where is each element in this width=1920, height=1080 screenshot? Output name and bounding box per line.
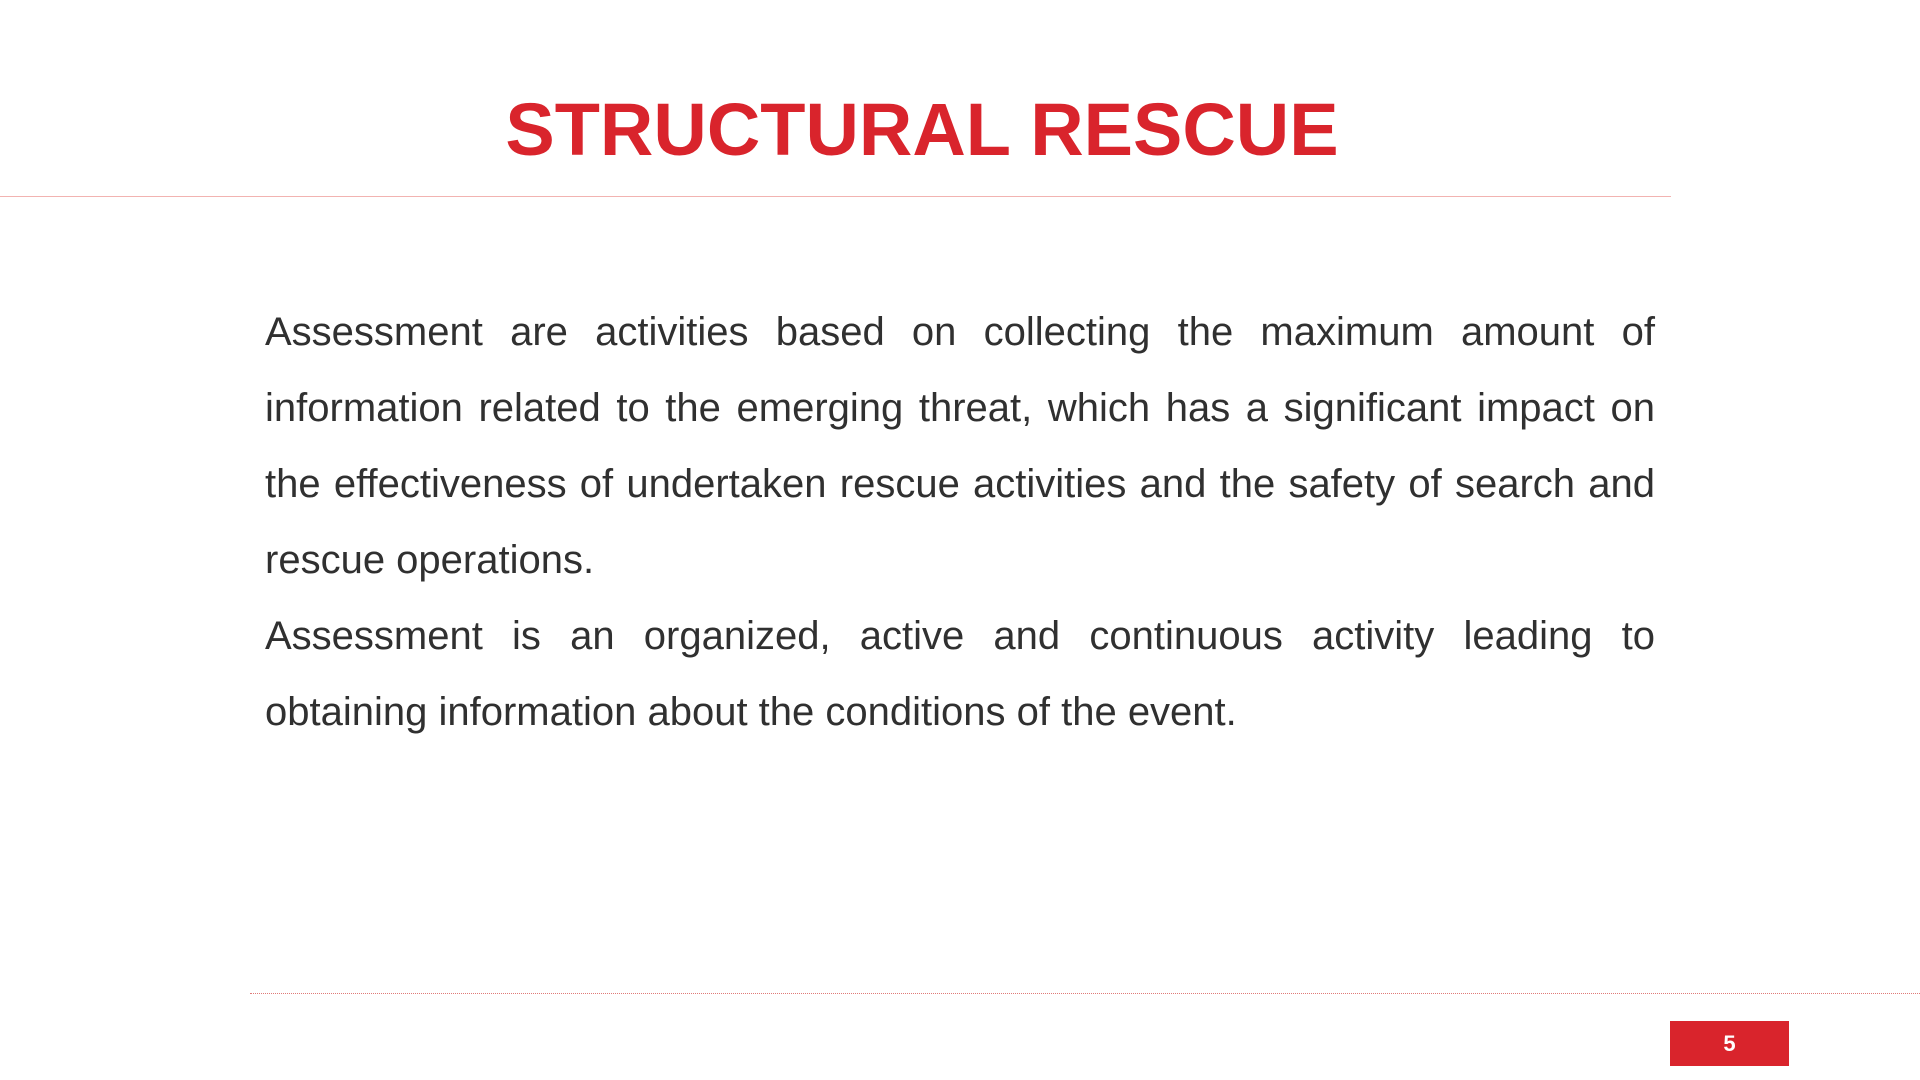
body-paragraph-1: Assessment are activities based on collecting the maximum amount of information related to the emerging threat, which has a significant impact on the effectiveness of undertaken rescue activities and the safety of search and rescue operations. — [265, 310, 1655, 582]
page-number-badge: 5 — [1670, 1021, 1789, 1066]
footer-divider — [250, 993, 1920, 994]
slide-title: STRUCTURAL RESCUE — [505, 88, 1339, 171]
title-divider — [0, 196, 1671, 197]
body-paragraph-2: Assessment is an organized, active and continuous activity leading to obtaining information about the conditions of the event. — [265, 614, 1655, 734]
slide-body — [265, 294, 1655, 750]
